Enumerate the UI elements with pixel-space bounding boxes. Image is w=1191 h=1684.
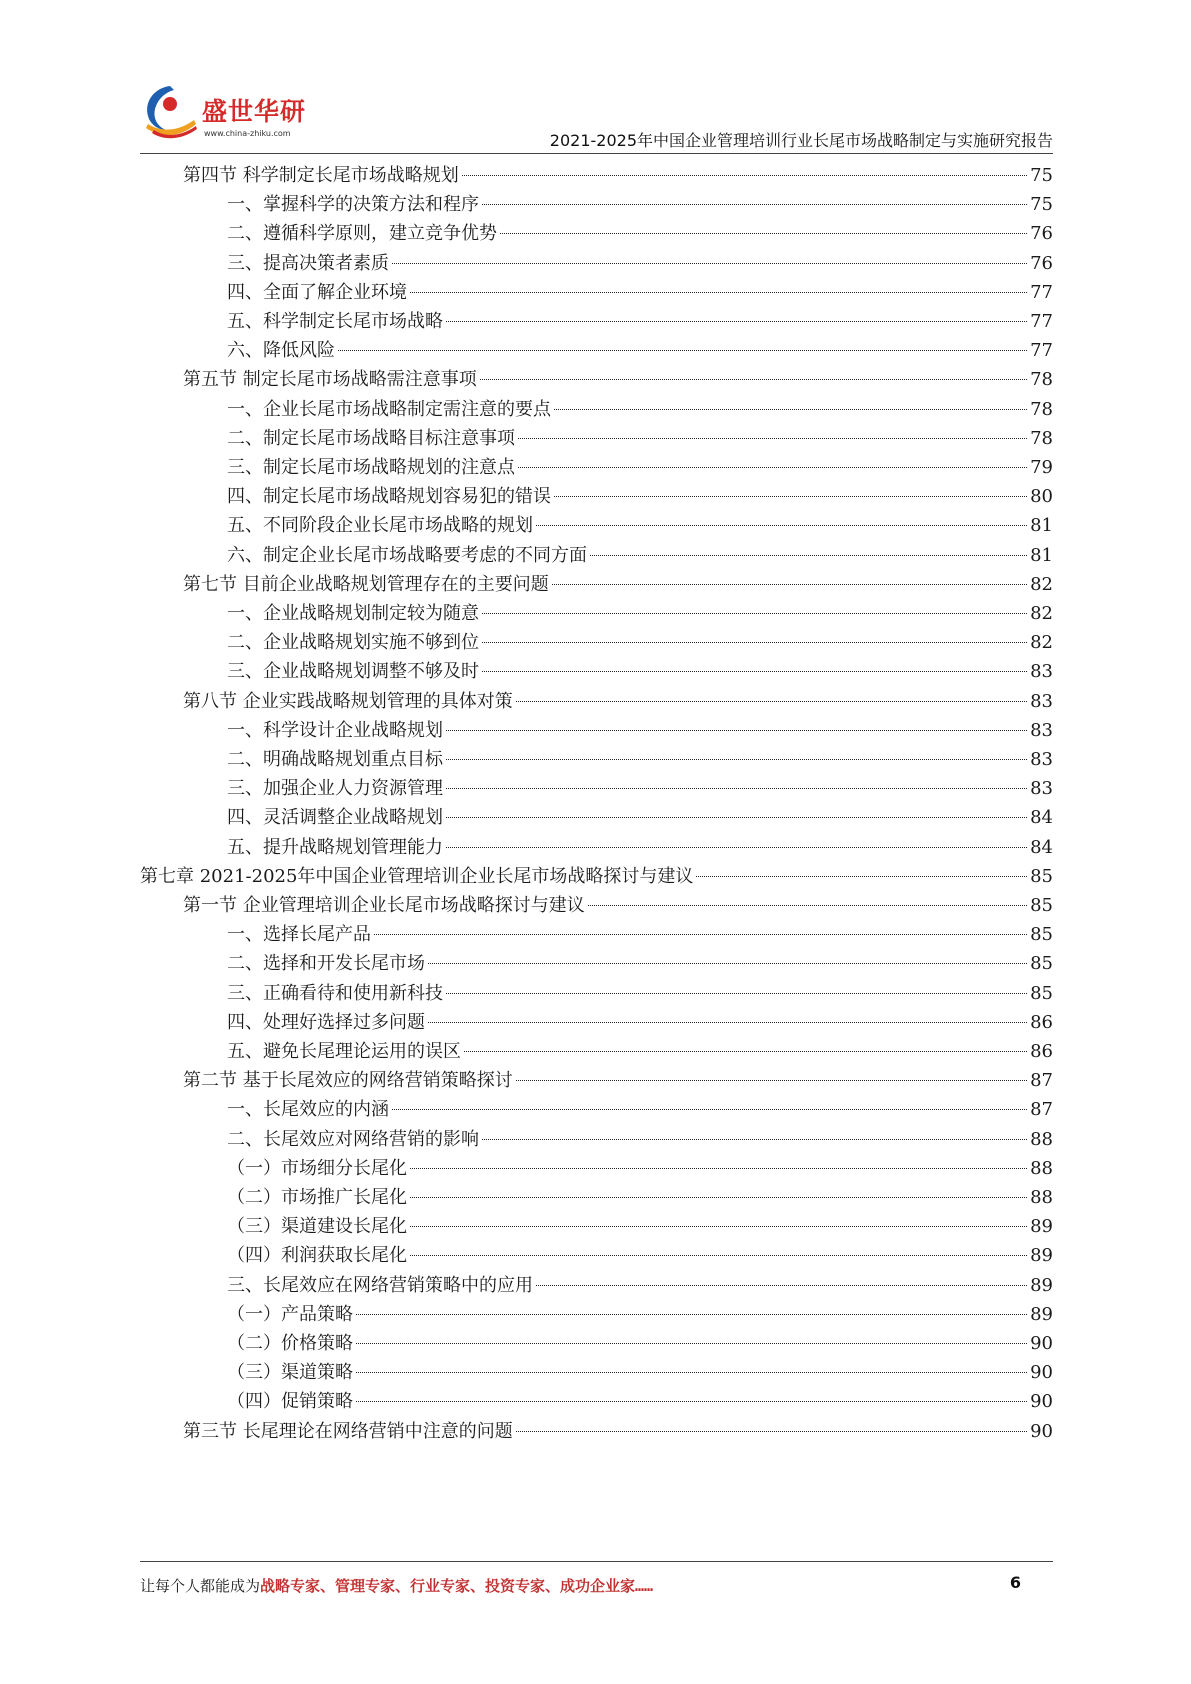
toc-dot-leader: [480, 379, 1027, 380]
toc-entry-title: 三、企业战略规划调整不够及时: [227, 661, 479, 683]
toc-entry-title: 五、避免长尾理论运用的误区: [227, 1041, 461, 1062]
logo-emblem-icon: [140, 80, 202, 142]
toc-dot-leader: [410, 1168, 1027, 1169]
toc-entry-page: 77: [1030, 281, 1053, 303]
toc-entry-page: 89: [1030, 1303, 1053, 1325]
toc-entry[interactable]: [227, 1153, 1053, 1184]
toc-dot-leader: [392, 1109, 1027, 1110]
toc-entry-page: 81: [1030, 544, 1053, 566]
footer-slogan-prefix: 让每个人都能成为: [140, 1577, 261, 1595]
toc-dot-leader: [536, 525, 1027, 526]
toc-entry-title: 第一节 企业管理培训企业长尾市场战略探讨与建议: [183, 895, 585, 916]
toc-dot-leader: [446, 847, 1027, 848]
toc-entry-title: 四、处理好选择过多问题: [227, 1011, 425, 1033]
toc-dot-leader: [518, 438, 1027, 439]
toc-dot-leader: [392, 263, 1027, 264]
toc-entry-page: 82: [1030, 573, 1053, 595]
toc-entry-title: 三、制定长尾市场战略规划的注意点: [227, 457, 515, 478]
logo-url: www.china-zhiku.com: [204, 129, 291, 138]
toc-entry-page: 78: [1030, 427, 1053, 449]
toc-entry-page: 90: [1030, 1391, 1053, 1413]
toc-entry-page: 76: [1030, 252, 1053, 274]
toc-entry[interactable]: [227, 1328, 1053, 1359]
toc-dot-leader: [552, 584, 1027, 585]
toc-entry-page: 80: [1030, 486, 1053, 508]
toc-entry-title: 一、选择长尾产品: [227, 924, 371, 946]
toc-entry[interactable]: [227, 1036, 1053, 1067]
toc-entry-page: 78: [1030, 398, 1053, 420]
toc-dot-leader: [410, 1197, 1027, 1198]
toc-dot-leader: [482, 671, 1027, 672]
logo-name: 盛世华研: [202, 97, 307, 126]
toc-entry-page: 90: [1030, 1420, 1053, 1442]
toc-entry-page: 76: [1030, 223, 1053, 245]
toc-entry-title: （二）价格策略: [227, 1333, 353, 1354]
toc-entry-title: 一、长尾效应的内涵: [227, 1099, 389, 1121]
toc-entry-title: 三、加强企业人力资源管理: [227, 778, 443, 800]
toc-entry-page: 85: [1030, 924, 1053, 946]
toc-entry[interactable]: [227, 715, 1053, 746]
toc-entry-page: 90: [1030, 1333, 1053, 1354]
toc-dot-leader: [428, 1022, 1027, 1023]
toc-entry-title: 五、提升战略规划管理能力: [227, 836, 443, 858]
toc-entry-page: 86: [1030, 1011, 1053, 1033]
toc-dot-leader: [446, 817, 1027, 818]
toc-entry[interactable]: [227, 1299, 1053, 1330]
toc-entry-title: 第二节 基于长尾效应的网络营销策略探讨: [183, 1070, 513, 1092]
toc-entry[interactable]: [227, 1007, 1053, 1038]
toc-entry-page: 85: [1030, 895, 1053, 916]
toc-entry-title: 六、降低风险: [227, 340, 335, 362]
toc-entry-title: 三、正确看待和使用新科技: [227, 982, 443, 1004]
toc-entry-title: （一）产品策略: [227, 1303, 353, 1325]
page-number: 6: [1009, 1573, 1021, 1592]
toc-entry-page: 83: [1030, 749, 1053, 770]
toc-entry-page: 83: [1030, 661, 1053, 683]
toc-entry-page: 83: [1030, 719, 1053, 741]
toc-entry-page: 75: [1030, 194, 1053, 216]
toc-entry[interactable]: [227, 1124, 1053, 1155]
toc-entry-title: 二、遵循科学原则，建立竞争优势: [227, 223, 497, 245]
toc-dot-leader: [410, 1226, 1027, 1227]
toc-entry[interactable]: [227, 189, 1053, 220]
toc-entry[interactable]: [227, 832, 1053, 863]
toc-entry-page: 82: [1030, 603, 1053, 624]
toc-entry-title: 二、制定长尾市场战略目标注意事项: [227, 427, 515, 449]
toc-entry[interactable]: [227, 1182, 1053, 1213]
toc-entry[interactable]: [227, 335, 1053, 366]
toc-entry-page: 83: [1030, 690, 1053, 712]
toc-entry[interactable]: [227, 948, 1053, 979]
toc-entry-page: 81: [1030, 515, 1053, 537]
toc-entry-title: 第四节 科学制定长尾市场战略规划: [183, 165, 459, 186]
toc-entry[interactable]: [183, 569, 1053, 600]
footer-divider: [140, 1561, 1053, 1562]
toc-entry[interactable]: [227, 394, 1053, 425]
toc-dot-leader: [428, 963, 1027, 964]
toc-dot-leader: [356, 1314, 1027, 1315]
toc-entry-title: 五、不同阶段企业长尾市场战略的规划: [227, 515, 533, 537]
toc-entry[interactable]: [227, 744, 1053, 775]
toc-dot-leader: [516, 1080, 1027, 1081]
toc-entry[interactable]: [227, 802, 1053, 833]
toc-entry-title: 三、提高决策者素质: [227, 252, 389, 274]
toc-entry-page: 84: [1030, 836, 1053, 858]
toc-entry-title: 第八节 企业实践战略规划管理的具体对策: [183, 690, 513, 712]
toc-entry[interactable]: [227, 510, 1053, 541]
toc-entry-page: 88: [1030, 1128, 1053, 1150]
toc-entry-title: 五、科学制定长尾市场战略: [227, 311, 443, 332]
toc-entry[interactable]: [227, 627, 1053, 658]
toc-entry[interactable]: [227, 978, 1053, 1009]
toc-entry-title: 四、灵活调整企业战略规划: [227, 807, 443, 829]
toc-dot-leader: [500, 233, 1027, 234]
toc-entry-page: 85: [1030, 953, 1053, 975]
toc-entry-title: 二、明确战略规划重点目标: [227, 749, 443, 770]
toc-entry[interactable]: [227, 1211, 1053, 1242]
toc-entry-title: （四）利润获取长尾化: [227, 1245, 407, 1267]
toc-entry[interactable]: [227, 277, 1053, 308]
toc-entry[interactable]: [227, 306, 1053, 337]
toc-entry-page: 87: [1030, 1070, 1053, 1092]
toc-entry[interactable]: [183, 1416, 1053, 1447]
toc-dot-leader: [374, 934, 1027, 935]
toc-entry-page: 79: [1030, 457, 1053, 478]
toc-entry[interactable]: [227, 218, 1053, 249]
toc-dot-leader: [536, 1285, 1027, 1286]
toc-dot-leader: [410, 1255, 1027, 1256]
toc-dot-leader: [588, 905, 1027, 906]
toc-entry-title: 四、全面了解企业环境: [227, 281, 407, 303]
toc-dot-leader: [446, 759, 1027, 760]
toc-entry-title: （一）市场细分长尾化: [227, 1157, 407, 1179]
toc-dot-leader: [482, 204, 1027, 205]
toc-entry-page: 85: [1030, 982, 1053, 1004]
toc-entry-title: 一、科学设计企业战略规划: [227, 719, 443, 741]
toc-dot-leader: [554, 409, 1027, 410]
toc-entry-page: 88: [1030, 1157, 1053, 1179]
toc-dot-leader: [482, 1139, 1027, 1140]
toc-entry[interactable]: [183, 890, 1053, 921]
toc-entry[interactable]: [183, 1065, 1053, 1096]
toc-entry[interactable]: [227, 773, 1053, 804]
toc-entry-title: 二、选择和开发长尾市场: [227, 953, 425, 975]
toc-entry[interactable]: [227, 248, 1053, 279]
toc-entry-page: 86: [1030, 1041, 1053, 1062]
toc-entry-title: 一、企业长尾市场战略制定需注意的要点: [227, 398, 551, 420]
toc-dot-leader: [446, 321, 1027, 322]
toc-entry[interactable]: [227, 598, 1053, 629]
toc-entry-page: 77: [1030, 311, 1053, 332]
toc-entry[interactable]: [227, 1240, 1053, 1271]
toc-dot-leader: [446, 730, 1027, 731]
toc-dot-leader: [554, 496, 1027, 497]
toc-entry-page: 90: [1030, 1362, 1053, 1384]
toc-dot-leader: [482, 642, 1027, 643]
toc-entry-title: 第五节 制定长尾市场战略需注意事项: [183, 369, 477, 391]
toc-entry-title: 二、长尾效应对网络营销的影响: [227, 1128, 479, 1150]
toc-entry-page: 84: [1030, 807, 1053, 829]
toc-dot-leader: [518, 467, 1027, 468]
toc-dot-leader: [356, 1372, 1027, 1373]
toc-entry-title: 第七章 2021-2025年中国企业管理培训企业长尾市场战略探讨与建议: [140, 865, 694, 887]
toc-entry[interactable]: [227, 1386, 1053, 1417]
toc-dot-leader: [446, 993, 1027, 994]
toc-entry-title: 二、企业战略规划实施不够到位: [227, 632, 479, 654]
toc-entry-title: （二）市场推广长尾化: [227, 1187, 407, 1208]
toc-dot-leader: [464, 1051, 1027, 1052]
report-title: 2021-2025年中国企业管理培训行业长尾市场战略制定与实施研究报告: [549, 131, 1053, 150]
toc-entry-title: 一、掌握科学的决策方法和程序: [227, 194, 479, 216]
footer-slogan: [140, 1575, 653, 1596]
toc-entry-title: 三、长尾效应在网络营销策略中的应用: [227, 1274, 533, 1296]
toc-entry[interactable]: [227, 540, 1053, 571]
toc-dot-leader: [462, 175, 1027, 176]
toc-entry[interactable]: [227, 919, 1053, 950]
toc-entry-title: 第七节 目前企业战略规划管理存在的主要问题: [183, 573, 549, 595]
toc-entry-title: 四、制定长尾市场战略规划容易犯的错误: [227, 486, 551, 508]
toc-entry[interactable]: [227, 452, 1053, 483]
toc-dot-leader: [590, 555, 1027, 556]
toc-entry-page: 89: [1030, 1216, 1053, 1238]
toc-entry-title: 六、制定企业长尾市场战略要考虑的不同方面: [227, 544, 587, 566]
toc-entry-page: 75: [1030, 165, 1053, 186]
toc-entry[interactable]: [183, 364, 1053, 395]
toc-entry-page: 87: [1030, 1099, 1053, 1121]
toc-entry[interactable]: [183, 686, 1053, 717]
toc-dot-leader: [356, 1343, 1027, 1344]
toc-entry[interactable]: [227, 656, 1053, 687]
toc-entry-title: 第三节 长尾理论在网络营销中注意的问题: [183, 1420, 513, 1442]
toc-entry-page: 77: [1030, 340, 1053, 362]
toc-dot-leader: [482, 613, 1027, 614]
toc-entry[interactable]: [227, 423, 1053, 454]
toc-dot-leader: [516, 1431, 1027, 1432]
toc-entry-title: （三）渠道策略: [227, 1362, 353, 1384]
toc-entry-page: 88: [1030, 1187, 1053, 1208]
toc-entry-page: 89: [1030, 1274, 1053, 1296]
page-header: [0, 0, 1191, 150]
header-divider: [140, 153, 1053, 154]
toc-dot-leader: [446, 788, 1027, 789]
toc-dot-leader: [338, 350, 1027, 351]
toc-entry-title: （四）促销策略: [227, 1391, 353, 1413]
toc-dot-leader: [356, 1401, 1027, 1402]
toc-dot-leader: [410, 292, 1027, 293]
toc-entry[interactable]: [227, 481, 1053, 512]
footer-slogan-highlight: 战略专家、管理专家、行业专家、投资专家、成功企业家……: [260, 1577, 654, 1595]
toc-entry-page: 85: [1030, 865, 1053, 887]
toc-entry-page: 78: [1030, 369, 1053, 391]
toc-entry[interactable]: [227, 1357, 1053, 1388]
toc-entry[interactable]: [227, 1270, 1053, 1301]
toc-entry[interactable]: [183, 160, 1053, 191]
toc-entry-page: 82: [1030, 632, 1053, 654]
toc-dot-leader: [696, 876, 1027, 877]
company-logo: [140, 80, 310, 146]
toc-entry-page: 83: [1030, 778, 1053, 800]
toc-entry-title: （三）渠道建设长尾化: [227, 1216, 407, 1238]
toc-dot-leader: [516, 701, 1027, 702]
toc-entry-page: 89: [1030, 1245, 1053, 1267]
toc-entry-title: 一、企业战略规划制定较为随意: [227, 603, 479, 624]
toc-entry[interactable]: [140, 861, 1053, 892]
toc-entry[interactable]: [227, 1094, 1053, 1125]
